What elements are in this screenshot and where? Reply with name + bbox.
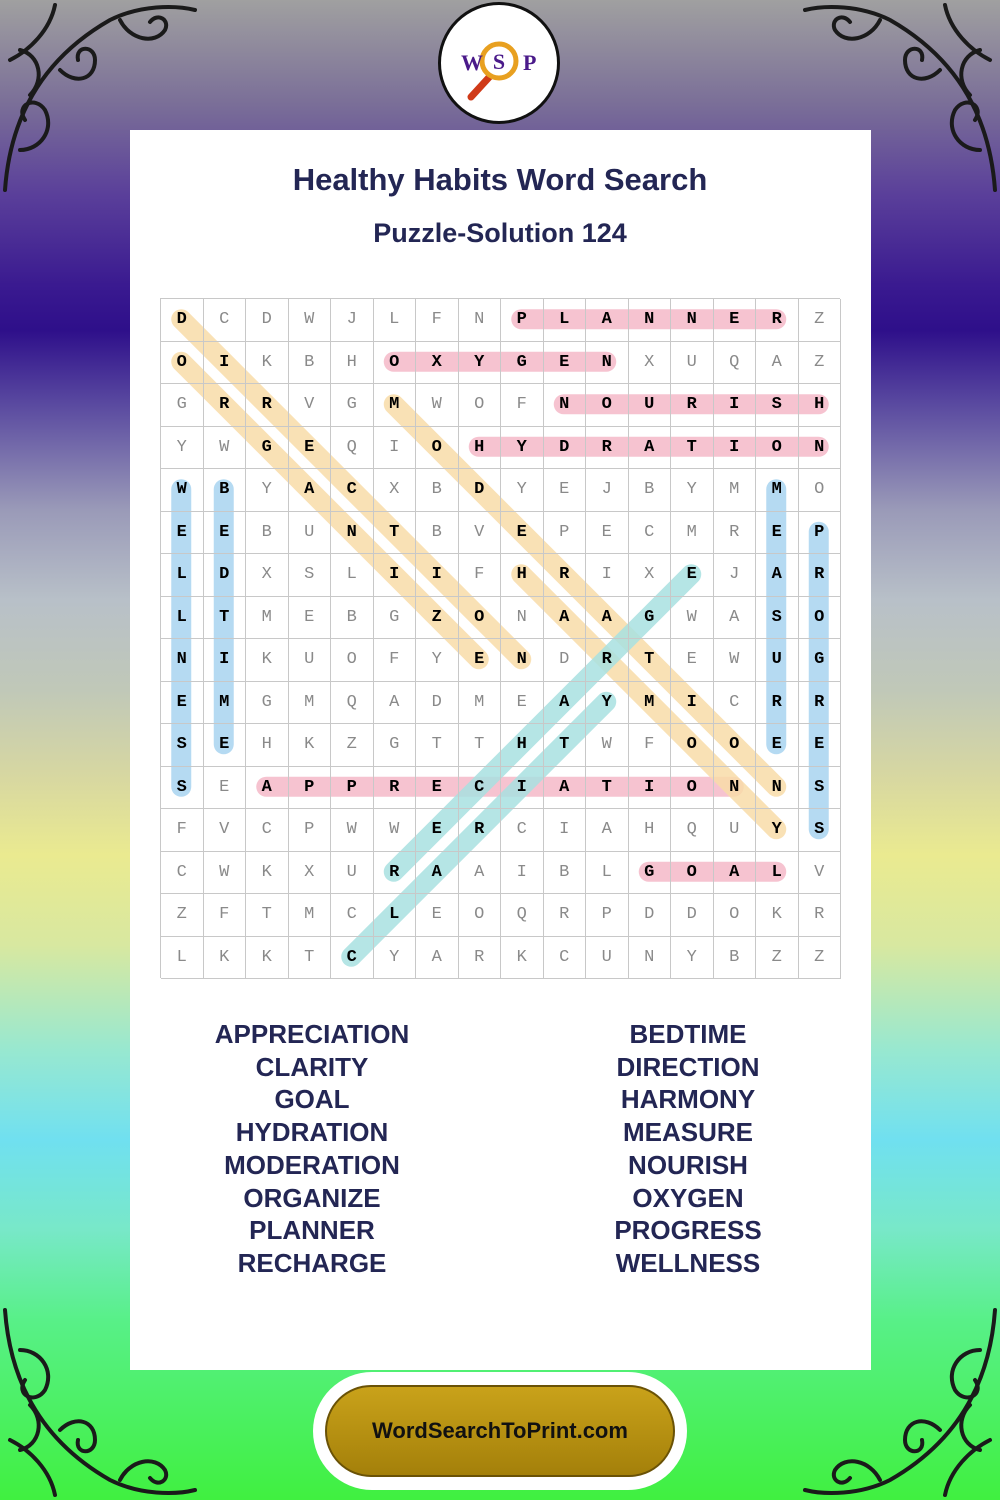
grid-cell: D — [544, 427, 587, 470]
grid-cell: N — [161, 639, 204, 682]
grid-cell: E — [161, 682, 204, 725]
grid-cell: M — [756, 469, 799, 512]
grid-cell: U — [289, 639, 332, 682]
grid-cell: E — [544, 342, 587, 385]
grid-cell: Z — [799, 937, 842, 980]
grid-cell: L — [756, 852, 799, 895]
grid-cell: R — [544, 554, 587, 597]
grid-cell: M — [671, 512, 714, 555]
grid-cell: F — [459, 554, 502, 597]
grid-cell: K — [246, 937, 289, 980]
grid-cell: G — [246, 682, 289, 725]
grid-cell: M — [459, 682, 502, 725]
grid-cell: P — [544, 512, 587, 555]
grid-cell: Z — [799, 342, 842, 385]
grid-cell: I — [204, 639, 247, 682]
grid-cell: L — [374, 894, 417, 937]
grid-cell: T — [671, 427, 714, 470]
grid-cell: E — [204, 512, 247, 555]
grid-cell: N — [501, 639, 544, 682]
grid-cell: N — [544, 384, 587, 427]
logo-letter-s: S — [492, 49, 506, 74]
grid-cell: A — [544, 767, 587, 810]
grid-cell: D — [161, 299, 204, 342]
word-list-item: PROGRESS — [614, 1215, 762, 1246]
grid-cell: A — [416, 937, 459, 980]
grid-cell: M — [204, 682, 247, 725]
grid-cell: V — [204, 809, 247, 852]
grid-cell: A — [586, 597, 629, 640]
grid-cell: M — [629, 682, 672, 725]
grid-cell: F — [416, 299, 459, 342]
grid-cell: F — [629, 724, 672, 767]
grid-cell: N — [671, 299, 714, 342]
grid-cell: E — [501, 512, 544, 555]
grid-cell: K — [246, 342, 289, 385]
grid-cell: C — [331, 469, 374, 512]
grid-cell: A — [544, 597, 587, 640]
word-list-item: GOAL — [274, 1084, 350, 1115]
grid-cell: T — [586, 767, 629, 810]
grid-cell: D — [416, 682, 459, 725]
grid-cell: U — [756, 639, 799, 682]
grid-cell: W — [586, 724, 629, 767]
grid-cell: K — [246, 639, 289, 682]
grid-cell: C — [501, 809, 544, 852]
grid-cell: L — [544, 299, 587, 342]
grid-cell: B — [416, 512, 459, 555]
grid-cell: O — [671, 852, 714, 895]
grid-cell: R — [799, 554, 842, 597]
word-list-item: ORGANIZE — [243, 1182, 381, 1213]
grid-cell: Y — [459, 342, 502, 385]
grid-cell: X — [289, 852, 332, 895]
grid-cell: O — [714, 724, 757, 767]
grid-cell: M — [246, 597, 289, 640]
grid-cell: Z — [161, 894, 204, 937]
grid-cell: E — [586, 512, 629, 555]
grid-cell: R — [586, 427, 629, 470]
grid-cell: Q — [331, 427, 374, 470]
grid-cell: J — [714, 554, 757, 597]
grid-cell: E — [204, 724, 247, 767]
grid-cell: U — [331, 852, 374, 895]
grid-cell: L — [161, 937, 204, 980]
grid-cell: P — [501, 299, 544, 342]
grid-cell: O — [799, 469, 842, 512]
grid-cell: B — [204, 469, 247, 512]
grid-cell: R — [459, 937, 502, 980]
grid-cell: A — [544, 682, 587, 725]
grid-cell: U — [714, 809, 757, 852]
grid-cell: T — [246, 894, 289, 937]
grid-cell: X — [374, 469, 417, 512]
grid-cell: S — [799, 809, 842, 852]
grid-cell: H — [799, 384, 842, 427]
grid-cell: X — [629, 342, 672, 385]
grid-cell: G — [501, 342, 544, 385]
grid-cell: E — [289, 427, 332, 470]
grid-cell: T — [459, 724, 502, 767]
grid-cell: O — [459, 894, 502, 937]
grid-cell: B — [289, 342, 332, 385]
grid-cell: C — [204, 299, 247, 342]
grid-cell: X — [629, 554, 672, 597]
grid-cell: A — [374, 682, 417, 725]
word-list-right — [538, 1018, 838, 1280]
grid-cell: E — [289, 597, 332, 640]
grid-cell: W — [204, 852, 247, 895]
grid-cell: C — [544, 937, 587, 980]
grid-cell: A — [714, 597, 757, 640]
grid-cell: Y — [246, 469, 289, 512]
grid-cell: I — [374, 427, 417, 470]
grid-cell: Y — [416, 639, 459, 682]
grid-cell: D — [671, 894, 714, 937]
word-list-item: PLANNER — [249, 1215, 375, 1246]
grid-cell: L — [374, 299, 417, 342]
grid-cell: P — [586, 894, 629, 937]
grid-cell: R — [799, 894, 842, 937]
grid-cell: H — [629, 809, 672, 852]
letter-grid — [160, 298, 840, 978]
grid-cell: K — [756, 894, 799, 937]
grid-cell: E — [671, 554, 714, 597]
grid-cell: S — [161, 767, 204, 810]
grid-cell: A — [756, 554, 799, 597]
grid-cell: G — [374, 724, 417, 767]
grid-cell: N — [799, 427, 842, 470]
grid-cell: W — [374, 809, 417, 852]
grid-cell: Y — [586, 682, 629, 725]
word-search-grid — [160, 298, 840, 978]
grid-cell: E — [799, 724, 842, 767]
grid-cell: M — [714, 469, 757, 512]
grid-cell: Y — [756, 809, 799, 852]
grid-cell: R — [799, 682, 842, 725]
grid-cell: L — [586, 852, 629, 895]
grid-cell: J — [331, 299, 374, 342]
grid-cell: U — [586, 937, 629, 980]
grid-cell: C — [161, 852, 204, 895]
logo-letter-p: P — [523, 50, 537, 75]
grid-cell: P — [799, 512, 842, 555]
grid-cell: R — [544, 894, 587, 937]
grid-cell: E — [714, 299, 757, 342]
grid-cell: J — [586, 469, 629, 512]
grid-cell: M — [289, 682, 332, 725]
grid-cell: D — [629, 894, 672, 937]
grid-cell: K — [246, 852, 289, 895]
grid-cell: V — [289, 384, 332, 427]
grid-cell: Q — [714, 342, 757, 385]
grid-cell: T — [416, 724, 459, 767]
grid-cell: O — [586, 384, 629, 427]
grid-cell: B — [246, 512, 289, 555]
grid-cell: I — [714, 384, 757, 427]
word-list-item: MEASURE — [622, 1117, 753, 1148]
grid-cell: B — [331, 597, 374, 640]
grid-cell: S — [161, 724, 204, 767]
grid-cell: O — [714, 894, 757, 937]
grid-cell: R — [756, 299, 799, 342]
grid-cell: Z — [799, 299, 842, 342]
grid-cell: A — [629, 427, 672, 470]
grid-cell: R — [756, 682, 799, 725]
grid-cell: A — [586, 809, 629, 852]
grid-cell: T — [374, 512, 417, 555]
grid-cell: Q — [671, 809, 714, 852]
grid-cell: O — [459, 597, 502, 640]
grid-cell: W — [204, 427, 247, 470]
word-list-item: MODERATION — [224, 1149, 400, 1180]
grid-cell: W — [289, 299, 332, 342]
grid-cell: I — [544, 809, 587, 852]
grid-cell: Y — [671, 937, 714, 980]
grid-cell: O — [331, 639, 374, 682]
grid-cell: B — [544, 852, 587, 895]
grid-cell: V — [459, 512, 502, 555]
grid-cell: H — [331, 342, 374, 385]
grid-cell: U — [671, 342, 714, 385]
grid-cell: B — [416, 469, 459, 512]
grid-cell: I — [586, 554, 629, 597]
word-list-left — [162, 1018, 462, 1280]
grid-cell: O — [756, 427, 799, 470]
grid-cell: A — [246, 767, 289, 810]
page-title: Healthy Habits Word Search — [292, 162, 708, 197]
grid-cell: G — [246, 427, 289, 470]
grid-cell: R — [459, 809, 502, 852]
word-list-item: HARMONY — [620, 1084, 756, 1115]
grid-cell: Y — [671, 469, 714, 512]
grid-cell: N — [756, 767, 799, 810]
grid-cell: O — [671, 724, 714, 767]
grid-cell: F — [161, 809, 204, 852]
grid-cell: C — [629, 512, 672, 555]
grid-cell: U — [629, 384, 672, 427]
grid-cell: F — [204, 894, 247, 937]
grid-cell: Z — [331, 724, 374, 767]
grid-cell: M — [289, 894, 332, 937]
grid-cell: B — [714, 937, 757, 980]
grid-cell: L — [331, 554, 374, 597]
grid-cell: N — [459, 299, 502, 342]
grid-cell: R — [204, 384, 247, 427]
grid-cell: N — [586, 342, 629, 385]
grid-cell: C — [714, 682, 757, 725]
grid-cell: Z — [756, 937, 799, 980]
grid-cell: A — [459, 852, 502, 895]
grid-cell: H — [501, 554, 544, 597]
grid-cell: H — [501, 724, 544, 767]
page-subtitle: Puzzle-Solution 124 — [373, 218, 627, 248]
grid-cell: E — [204, 767, 247, 810]
grid-cell: W — [161, 469, 204, 512]
grid-cell: O — [459, 384, 502, 427]
grid-cell: H — [459, 427, 502, 470]
grid-cell: N — [501, 597, 544, 640]
logo-letter-w: W — [461, 50, 483, 75]
grid-cell: O — [374, 342, 417, 385]
website-link[interactable]: WordSearchToPrint.com — [325, 1385, 675, 1477]
word-list-item: RECHARGE — [237, 1247, 387, 1278]
word-list-item: HYDRATION — [235, 1117, 389, 1148]
grid-cell: R — [246, 384, 289, 427]
grid-cell: W — [714, 639, 757, 682]
grid-cell: A — [756, 342, 799, 385]
grid-cell: F — [374, 639, 417, 682]
grid-cell: I — [374, 554, 417, 597]
grid-cell: D — [544, 639, 587, 682]
word-list-item: WELLNESS — [615, 1247, 761, 1278]
grid-cell: P — [289, 809, 332, 852]
grid-cell: I — [501, 767, 544, 810]
grid-cell: D — [204, 554, 247, 597]
grid-cell: X — [416, 342, 459, 385]
grid-cell: T — [204, 597, 247, 640]
grid-cell: E — [756, 512, 799, 555]
grid-cell: Y — [501, 427, 544, 470]
grid-cell: Q — [501, 894, 544, 937]
grid-cell: S — [756, 384, 799, 427]
grid-cell: E — [161, 512, 204, 555]
word-list-item: OXYGEN — [632, 1182, 744, 1213]
grid-cell: O — [161, 342, 204, 385]
grid-cell: I — [204, 342, 247, 385]
grid-cell: S — [799, 767, 842, 810]
grid-cell: A — [289, 469, 332, 512]
grid-cell: I — [416, 554, 459, 597]
grid-cell: T — [544, 724, 587, 767]
grid-cell: I — [671, 682, 714, 725]
grid-cell: L — [161, 597, 204, 640]
grid-cell: A — [416, 852, 459, 895]
grid-cell: E — [671, 639, 714, 682]
grid-cell: A — [586, 299, 629, 342]
grid-cell: R — [374, 852, 417, 895]
grid-cell: P — [289, 767, 332, 810]
grid-cell: E — [756, 724, 799, 767]
grid-cell: E — [501, 682, 544, 725]
grid-cell: X — [246, 554, 289, 597]
grid-cell: O — [671, 767, 714, 810]
grid-cell: G — [331, 384, 374, 427]
grid-cell: O — [416, 427, 459, 470]
grid-cell: V — [799, 852, 842, 895]
grid-cell: Q — [331, 682, 374, 725]
grid-cell: C — [331, 937, 374, 980]
grid-cell: C — [459, 767, 502, 810]
grid-cell: T — [289, 937, 332, 980]
grid-cell: R — [374, 767, 417, 810]
grid-cell: K — [501, 937, 544, 980]
grid-cell: S — [289, 554, 332, 597]
grid-cell: N — [629, 937, 672, 980]
grid-cell: H — [246, 724, 289, 767]
grid-cell: E — [416, 894, 459, 937]
word-list-item: CLARITY — [255, 1051, 369, 1082]
grid-cell: W — [331, 809, 374, 852]
grid-cell: G — [629, 852, 672, 895]
grid-cell: D — [246, 299, 289, 342]
grid-cell: G — [629, 597, 672, 640]
grid-cell: E — [544, 469, 587, 512]
word-list-item: NOURISH — [628, 1149, 748, 1180]
grid-cell: L — [161, 554, 204, 597]
grid-cell: S — [756, 597, 799, 640]
grid-cell: I — [501, 852, 544, 895]
grid-cell: Z — [416, 597, 459, 640]
grid-cell: N — [331, 512, 374, 555]
word-list-item: DIRECTION — [616, 1051, 760, 1082]
grid-cell: T — [629, 639, 672, 682]
word-list-item: BEDTIME — [629, 1019, 747, 1049]
grid-cell: F — [501, 384, 544, 427]
grid-cell: N — [629, 299, 672, 342]
grid-cell: P — [331, 767, 374, 810]
grid-cell: R — [586, 639, 629, 682]
grid-cell: N — [714, 767, 757, 810]
grid-cell: W — [671, 597, 714, 640]
website-badge[interactable] — [313, 1372, 687, 1490]
grid-cell: U — [289, 512, 332, 555]
grid-cell: O — [799, 597, 842, 640]
grid-cell: G — [799, 639, 842, 682]
grid-cell: R — [671, 384, 714, 427]
grid-cell: I — [714, 427, 757, 470]
grid-cell: M — [374, 384, 417, 427]
grid-cell: C — [246, 809, 289, 852]
grid-cell: K — [289, 724, 332, 767]
word-list-item: APPRECIATION — [214, 1019, 410, 1049]
grid-cell: Y — [374, 937, 417, 980]
grid-cell: E — [459, 639, 502, 682]
grid-cell: R — [714, 512, 757, 555]
wsp-logo — [438, 2, 560, 124]
grid-cell: G — [374, 597, 417, 640]
grid-cell: Y — [501, 469, 544, 512]
grid-cell: G — [161, 384, 204, 427]
grid-cell: E — [416, 767, 459, 810]
grid-cell: A — [714, 852, 757, 895]
grid-cell: Y — [161, 427, 204, 470]
grid-cell: D — [459, 469, 502, 512]
grid-cell: B — [629, 469, 672, 512]
grid-cell: I — [629, 767, 672, 810]
grid-cell: E — [416, 809, 459, 852]
grid-cell: C — [331, 894, 374, 937]
grid-cell: W — [416, 384, 459, 427]
grid-cell: K — [204, 937, 247, 980]
